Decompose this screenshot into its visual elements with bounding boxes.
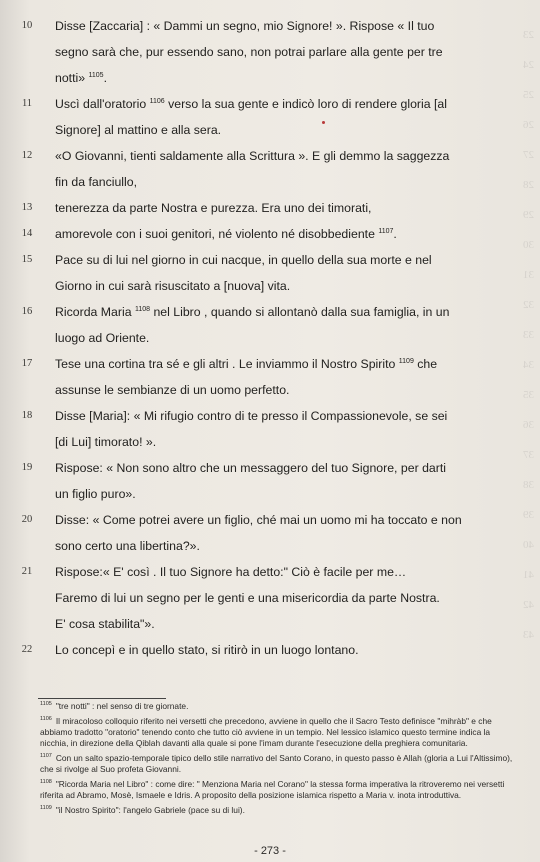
footnote-ref: 1106 — [149, 97, 165, 105]
footnote-number: 1106 — [40, 716, 52, 723]
verse — [0, 91, 540, 143]
footnote-text: "il Nostro Spirito": l'angelo Gabriele (pace su di lui). — [55, 805, 245, 815]
verse-line — [55, 637, 525, 663]
verse-line — [55, 195, 525, 221]
verse — [0, 507, 540, 559]
verse-line — [55, 13, 525, 39]
verse-text: sono certo una libertina?». — [55, 539, 200, 553]
verse-text: amorevole con i suoi genitori, né violento né disobbediente — [55, 227, 379, 241]
verse-text: che — [413, 357, 438, 371]
verse-text: notti» — [55, 71, 89, 85]
verse-text: Faremo di lui un segno per le genti e una misericordia da parte Nostra. — [55, 591, 440, 605]
verse-text: segno sarà che, pur essendo sano, non potrai parlare alla gente per tre — [55, 45, 443, 59]
verse-number: 18 — [21, 410, 33, 421]
verse-text: un figlio puro». — [55, 487, 136, 501]
verse-line — [55, 117, 525, 143]
verse — [0, 403, 540, 455]
verse-text: [di Lui] timorato! ». — [55, 435, 157, 449]
verse-line — [55, 39, 525, 65]
verse-line — [55, 377, 525, 403]
verse-line — [55, 273, 525, 299]
verse-text: «O Giovanni, tienti saldamente alla Scrittura ». E gli demmo la saggezza — [55, 149, 450, 163]
verse-line — [55, 533, 525, 559]
footnote — [40, 805, 520, 816]
footnotes-block — [40, 701, 520, 820]
verse — [0, 13, 540, 91]
verse-line — [55, 65, 525, 91]
ink-speck — [322, 121, 325, 124]
verse-line — [55, 429, 525, 455]
verse-text: tenerezza da parte Nostra e purezza. Era uno dei timorati, — [55, 201, 372, 215]
verse-number: 22 — [21, 644, 33, 655]
verse — [0, 221, 540, 247]
verse-text: fin da fanciullo, — [55, 175, 138, 189]
verse-text: . — [393, 227, 397, 241]
verse-text: assunse le sembianze di un uomo perfetto. — [55, 383, 290, 397]
verse-line — [55, 91, 525, 117]
show-through-text: 23 24 25 26 27 28 29 30 31 32 33 34 35 36 37 38 39 40 41 42 43 — [523, 29, 534, 641]
footnote-text: Il miracoloso colloquio riferito nei versetti che precedono, avviene in quello che il Sacro Testo definisce "mihràb" e che abbiamo tradotto "oratorio" tenendo conto che tutto ciò avviene in un tempio. Nel lessico islamico questo termine indica la nicchia, in direzione della Qiblah davanti alla quale si pone l'imam durante l'esecuzione della preghiera comunitaria. — [40, 716, 492, 748]
verse-line — [55, 403, 525, 429]
footnote — [40, 753, 520, 775]
verse-line — [55, 143, 525, 169]
page-number: - 273 - — [254, 845, 286, 857]
verse-line — [55, 169, 525, 195]
verse-text: Rispose: « Non sono altro che un messaggero del tuo Signore, per darti — [55, 461, 446, 475]
verse-number: 17 — [21, 358, 33, 369]
verse-number: 10 — [21, 20, 33, 31]
verse — [0, 195, 540, 221]
footnote-number: 1105 — [40, 701, 52, 708]
verse-text: Giorno in cui sarà risuscitato a [nuova] vita. — [55, 279, 291, 293]
verse — [0, 299, 540, 351]
verses-block — [0, 13, 540, 663]
footnote — [40, 716, 520, 749]
footnote-number: 1107 — [40, 753, 52, 760]
verse — [0, 143, 540, 195]
verse-line — [55, 611, 525, 637]
verse-text: . — [103, 71, 107, 85]
verse-line — [55, 247, 525, 273]
verse-line — [55, 559, 525, 585]
verse — [0, 637, 540, 663]
verse-number: 13 — [21, 202, 33, 213]
verse-text: Rispose:« E' così . Il tuo Signore ha detto:" Ciò è facile per me… — [55, 565, 407, 579]
verse-text: Lo concepì e in quello stato, si ritirò in un luogo lontano. — [55, 643, 359, 657]
verse-number: 21 — [21, 566, 33, 577]
verse-line — [55, 325, 525, 351]
verse-text: Signore] al mattino e alla sera. — [55, 123, 222, 137]
verse-text: Uscì dall'oratorio — [55, 97, 150, 111]
verse-number: 19 — [21, 462, 33, 473]
footnote-ref: 1107 — [378, 227, 394, 235]
verse-text: Disse: « Come potrei avere un figlio, ché mai un uomo mi ha toccato e non — [55, 513, 462, 527]
footnote — [40, 779, 520, 801]
verse-line — [55, 455, 525, 481]
verse-number: 16 — [21, 306, 33, 317]
verse-line — [55, 481, 525, 507]
verse-text: verso la sua gente e indicò loro di rendere gloria [al — [164, 97, 447, 111]
footnote-number: 1108 — [40, 779, 52, 786]
verse-line — [55, 507, 525, 533]
verse-text: Disse [Maria]: « Mi rifugio contro di te presso il Compassionevole, se sei — [55, 409, 448, 423]
footnote-text: "tre notti" : nel senso di tre giornate. — [55, 701, 189, 711]
verse — [0, 351, 540, 403]
footnote-text: Con un salto spazio-temporale tipico dello stile narrativo del Santo Corano, in questo passo è Allah (gloria a Lui l'Altissimo), che si rivolge al Suo profeta Giovanni. — [40, 753, 513, 774]
verse-text: luogo ad Oriente. — [55, 331, 150, 345]
verse-text: nel Libro , quando si allontanò dalla sua famiglia, in un — [150, 305, 450, 319]
verse-text: Tese una cortina tra sé e gli altri . Le inviammo il Nostro Spirito — [55, 357, 399, 371]
verse-line — [55, 351, 525, 377]
footnote-ref: 1109 — [398, 357, 414, 365]
verse-number: 14 — [21, 228, 33, 239]
footnote-number: 1109 — [40, 805, 52, 812]
verse-line — [55, 585, 525, 611]
verse-text: Pace su di lui nel giorno in cui nacque, in quello della sua morte e nel — [55, 253, 432, 267]
verse — [0, 559, 540, 637]
verse-text: Ricorda Maria — [55, 305, 135, 319]
verse — [0, 455, 540, 507]
verse-number: 20 — [21, 514, 33, 525]
footnote — [40, 701, 520, 712]
footnote-rule — [38, 698, 166, 699]
verse — [0, 247, 540, 299]
footnote-ref: 1105 — [88, 71, 104, 79]
verse-number: 12 — [21, 150, 33, 161]
verse-line — [55, 221, 525, 247]
verse-line — [55, 299, 525, 325]
footnote-ref: 1108 — [134, 305, 151, 313]
footnote-text: "Ricorda Maria nel Libro" : come dire: " Menziona Maria nel Corano" la stessa forma imperativa la ritroveremo nei versetti riferita ad Abramo, Mosè, Ismaele e Idris. A proposito della posizione islamica rispetto a Maria v. inota introduttiva. — [40, 779, 505, 800]
verse-number: 15 — [21, 254, 33, 265]
verse-text: E' cosa stabilita"». — [55, 617, 155, 631]
verse-number: 11 — [21, 98, 33, 109]
verse-text: Disse [Zaccaria] : « Dammi un segno, mio Signore! ». Rispose « Il tuo — [55, 19, 435, 33]
